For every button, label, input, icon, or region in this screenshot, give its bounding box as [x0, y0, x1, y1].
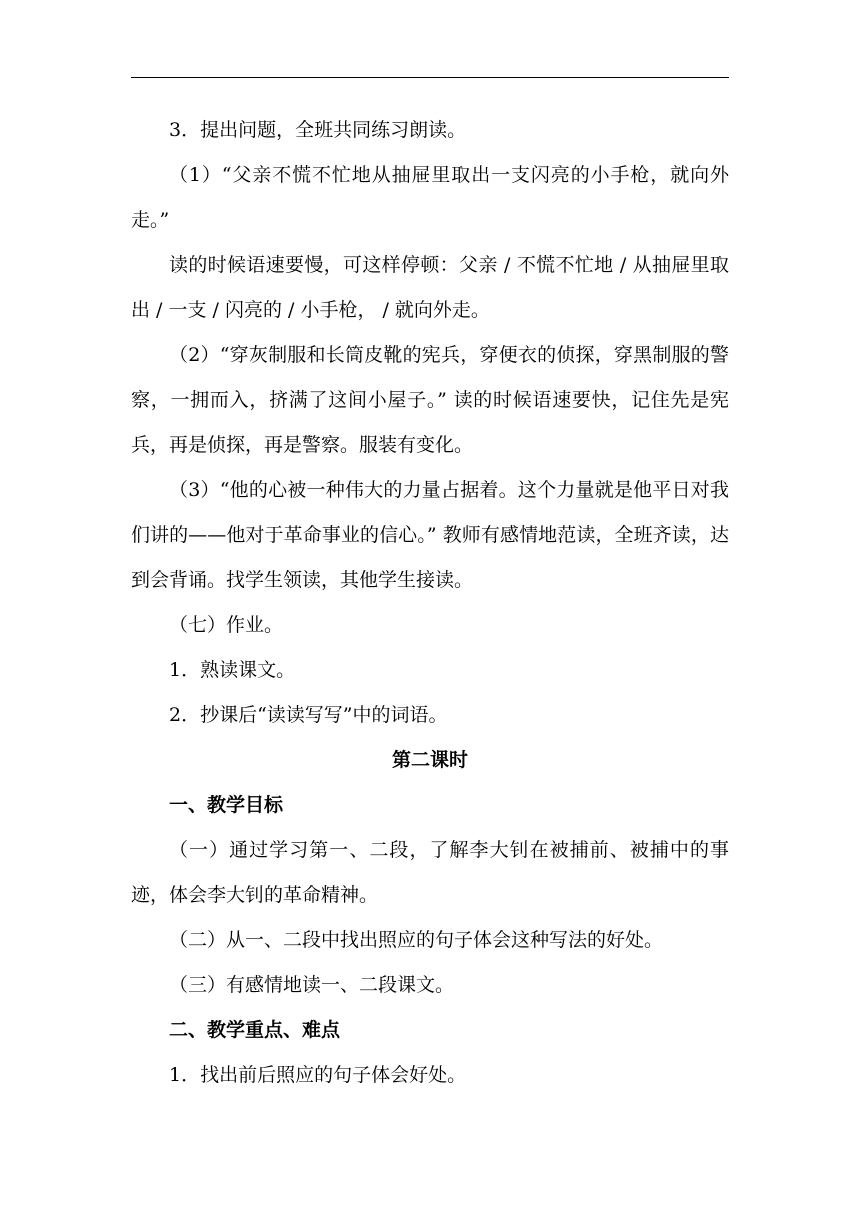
- heading-teaching-goals: 一、教学目标: [169, 794, 284, 816]
- paragraph-goal-2: （二）从一、二段中找出照应的句子体会这种写法的好处。: [169, 929, 664, 951]
- paragraph-homework-heading: （七）作业。: [169, 614, 284, 636]
- paragraph-quote-3: （3）“他的心被一种伟大的力量占据着。这个力量就是他平日对我们讲的——他对于革命事业的信心。” 教师有感情地范读，全班齐读，达到会背诵。找学生领读，其他学生接读。: [131, 479, 729, 591]
- paragraph-quote-2: （2）“穿灰制服和长筒皮靴的宪兵，穿便衣的侦探，穿黑制服的警察，一拥而入，挤满了这间小屋子。” 读的时候语速要快，记住先是宪兵，再是侦探，再是警察。服装有变化。: [131, 344, 729, 456]
- header-rule: [131, 77, 729, 78]
- paragraph-goal-1: （一）通过学习第一、二段，了解李大钊在被捕前、被捕中的事迹，体会李大钊的革命精神。: [131, 839, 729, 906]
- paragraph-goal-3: （三）有感情地读一、二段课文。: [169, 974, 455, 996]
- document-body: [131, 108, 729, 1098]
- paragraph-question-intro: 3．提出问题，全班共同练习朗读。: [169, 119, 467, 141]
- section-title-second-lesson: 第二课时: [391, 749, 468, 771]
- paragraph-quote-1: （1）“父亲不慌不忙地从抽屉里取出一支闪亮的小手枪，就向外走。”: [131, 164, 729, 231]
- paragraph-key-point-1: 1．找出前后照应的句子体会好处。: [169, 1064, 467, 1086]
- paragraph-homework-1: 1．熟读课文。: [169, 659, 296, 681]
- paragraph-homework-2: 2．抄课后“读读写写”中的词语。: [169, 704, 448, 726]
- heading-key-points: 二、教学重点、难点: [169, 1019, 341, 1041]
- paragraph-reading-note-1: 读的时候语速要慢，可这样停顿：父亲 / 不慌不忙地 / 从抽屉里取出 / 一支 / 闪亮的 / 小手枪， / 就向外走。: [131, 254, 729, 321]
